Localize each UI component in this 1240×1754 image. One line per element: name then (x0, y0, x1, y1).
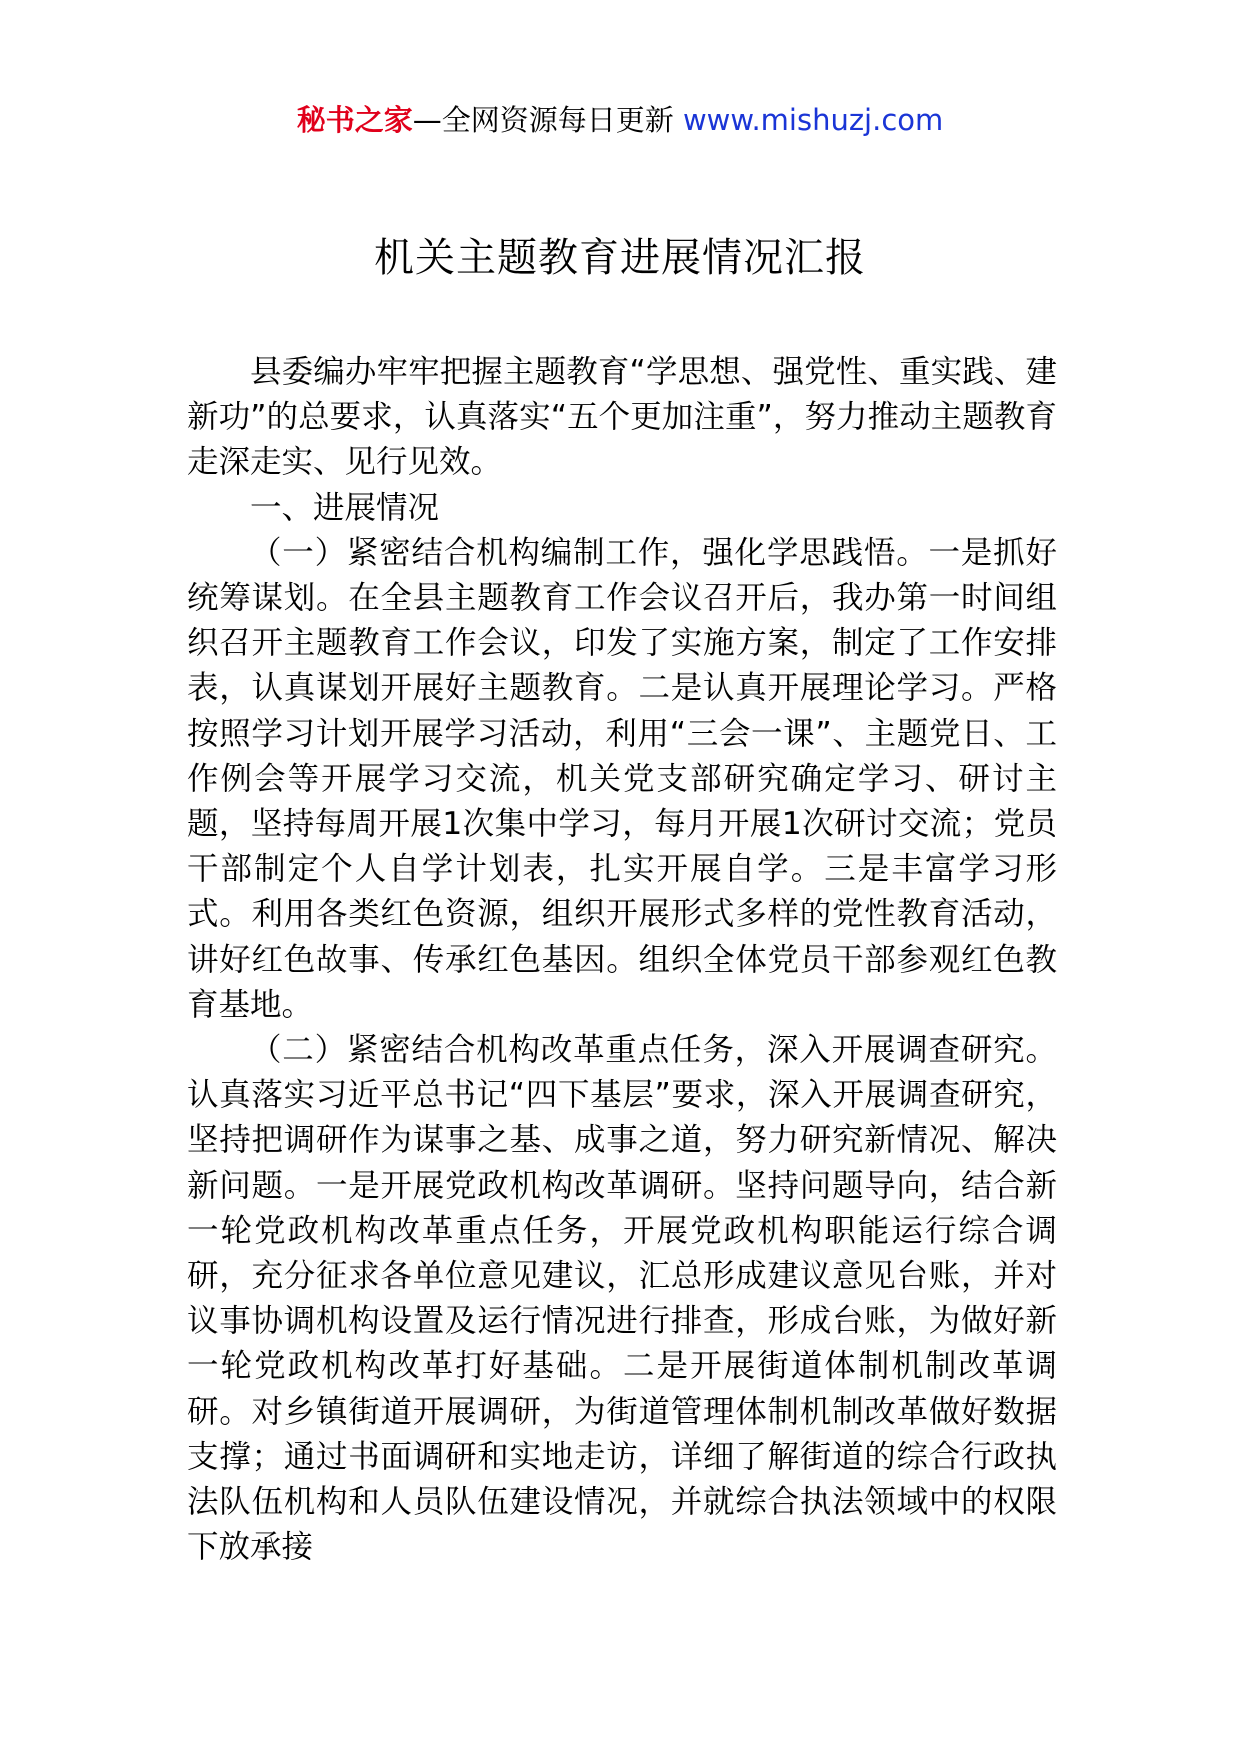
document-title: 机关主题教育进展情况汇报 (374, 235, 866, 281)
body-paragraph: （一）紧密结合机构编制工作，强化学思践悟。一是抓好统筹谋划。在全县主题教育工作会议召开后，我办第一时间组织召开主题教育工作会议，印发了实施方案，制定了工作安排表，认真谋划开展好主题教育。二是认真开展理论学习。严格按照学习计划开展学习活动，利用“三会一课”、主题党日、工作例会等开展学习交流，机关党支部研究确定学习、研讨主题，坚持每周开展1次集中学习，每月开展1次研讨交流；党员干部制定个人自学计划表，扎实开展自学。三是丰富学习形式。利用各类红色资源，组织开展形式多样的党性教育活动，讲好红色故事、传承红色基因。组织全体党员干部参观红色教育基地。 (187, 534, 1057, 1023)
body-paragraph: （二）紧密结合机构改革重点任务，深入开展调查研究。认真落实习近平总书记“四下基层”要求，深入开展调查研究，坚持把调研作为谋事之基、成事之道，努力研究新情况、解决新问题。一是开展党政机构改革调研。坚持问题导向，结合新一轮党政机构改革重点任务，开展党政机构职能运行综合调研，充分征求各单位意见建议，汇总形成建议意见台账，并对议事协调机构设置及运行情况进行排查，形成台账，为做好新一轮党政机构改革打好基础。二是开展街道体制机制改革调研。对乡镇街道开展调研，为街道管理体制机制改革做好数据支撑；通过书面调研和实地走访，详细了解街道的综合行政执法队伍机构和人员队伍建设情况，并就综合执法领域中的权限下放承接 (187, 1032, 1057, 1566)
site-url-link[interactable]: www.mishuzj.com (682, 103, 944, 137)
section-heading: 一、进展情况 (250, 489, 440, 526)
document-body (187, 350, 1057, 1570)
intro-paragraph: 县委编办牢牢把握主题教育“学思想、强党性、重实践、建新功”的总要求，认真落实“五个更加注重”，努力推动主题教育走深走实、见行见效。 (187, 354, 1057, 481)
header-banner (0, 100, 1240, 140)
banner-tagline: —全网资源每日更新 (412, 103, 683, 137)
brand-name: 秘书之家 (296, 103, 413, 137)
